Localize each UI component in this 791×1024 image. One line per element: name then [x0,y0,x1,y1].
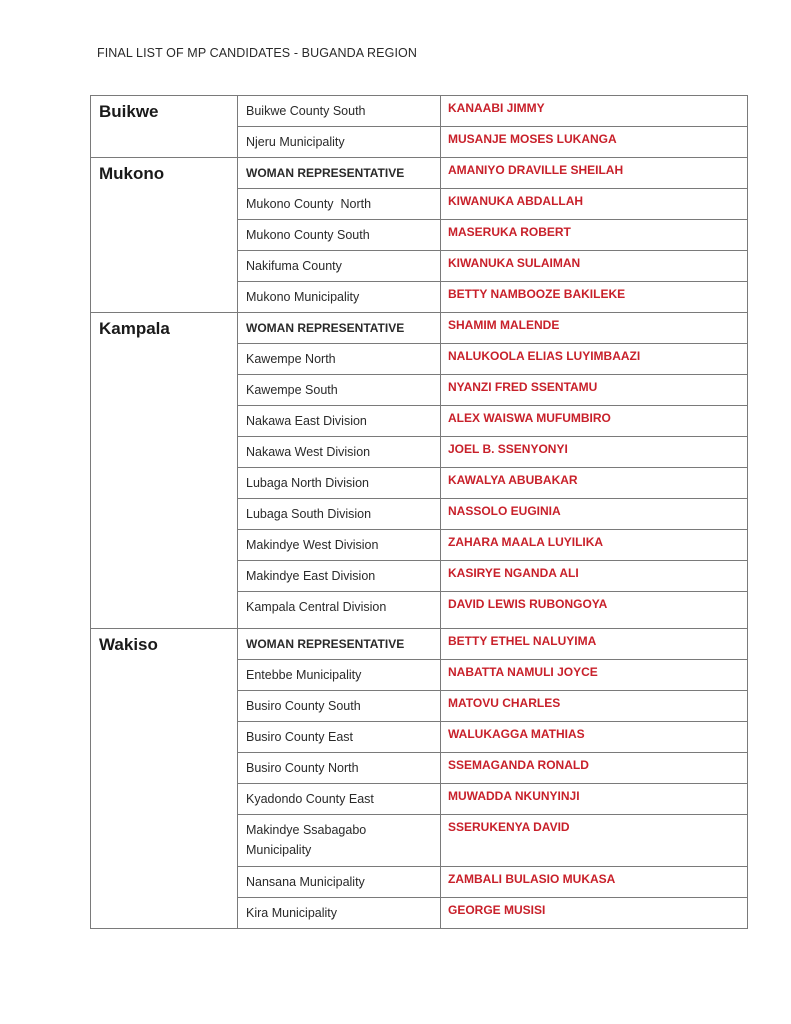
candidate-cell: KAWALYA ABUBAKAR [441,468,748,499]
table-row [91,313,748,344]
candidate-cell: BETTY ETHEL NALUYIMA [441,629,748,660]
constituency-cell: Kira Municipality [238,898,441,929]
constituency-cell: Mukono County South [238,220,441,251]
table-row [91,158,748,189]
candidate-cell: ZAMBALI BULASIO MUKASA [441,867,748,898]
candidate-cell: NALUKOOLA ELIAS LUYIMBAAZI [441,344,748,375]
candidate-cell: NABATTA NAMULI JOYCE [441,660,748,691]
constituency-cell: Mukono County North [238,189,441,220]
constituency-cell: Busiro County North [238,753,441,784]
constituency-cell: WOMAN REPRESENTATIVE [238,629,441,660]
candidate-cell: JOEL B. SSENYONYI [441,437,748,468]
candidate-cell: NYANZI FRED SSENTAMU [441,375,748,406]
constituency-cell: Makindye West Division [238,530,441,561]
constituency-cell: Mukono Municipality [238,282,441,313]
constituency-cell: Buikwe County South [238,96,441,127]
constituency-cell: Entebbe Municipality [238,660,441,691]
constituency-cell: Kyadondo County East [238,784,441,815]
constituency-cell: Njeru Municipality [238,127,441,158]
candidate-cell: KIWANUKA ABDALLAH [441,189,748,220]
candidate-cell: BETTY NAMBOOZE BAKILEKE [441,282,748,313]
constituency-cell: Nakawa West Division [238,437,441,468]
candidates-table [90,95,748,929]
district-name: Kampala [91,313,238,629]
constituency-cell: Makindye Ssabagabo Municipality [238,815,441,867]
table-row [91,629,748,660]
candidate-cell: SHAMIM MALENDE [441,313,748,344]
constituency-cell: Lubaga North Division [238,468,441,499]
constituency-cell: WOMAN REPRESENTATIVE [238,158,441,189]
constituency-cell: WOMAN REPRESENTATIVE [238,313,441,344]
candidate-cell: WALUKAGGA MATHIAS [441,722,748,753]
constituency-cell: Makindye East Division [238,561,441,592]
candidate-cell: SSERUKENYA DAVID [441,815,748,867]
constituency-cell: Nakawa East Division [238,406,441,437]
constituency-cell: Busiro County East [238,722,441,753]
constituency-cell: Nansana Municipality [238,867,441,898]
candidate-cell: SSEMAGANDA RONALD [441,753,748,784]
constituency-cell: Lubaga South Division [238,499,441,530]
candidate-cell: DAVID LEWIS RUBONGOYA [441,592,748,629]
district-name: Buikwe [91,96,238,158]
constituency-cell: Kawempe South [238,375,441,406]
candidate-cell: MASERUKA ROBERT [441,220,748,251]
candidate-cell: MATOVU CHARLES [441,691,748,722]
district-name: Mukono [91,158,238,313]
constituency-cell: Kawempe North [238,344,441,375]
candidate-cell: ALEX WAISWA MUFUMBIRO [441,406,748,437]
candidate-cell: KANAABI JIMMY [441,96,748,127]
candidate-cell: MUWADDA NKUNYINJI [441,784,748,815]
district-name: Wakiso [91,629,238,929]
candidate-cell: NASSOLO EUGINIA [441,499,748,530]
candidate-cell: KIWANUKA SULAIMAN [441,251,748,282]
table-row [91,96,748,127]
document-title: FINAL LIST OF MP CANDIDATES - BUGANDA REGION [97,46,417,60]
candidate-cell: MUSANJE MOSES LUKANGA [441,127,748,158]
constituency-cell: Busiro County South [238,691,441,722]
constituency-cell: Nakifuma County [238,251,441,282]
candidate-cell: KASIRYE NGANDA ALI [441,561,748,592]
candidate-cell: GEORGE MUSISI [441,898,748,929]
candidate-cell: ZAHARA MAALA LUYILIKA [441,530,748,561]
constituency-cell: Kampala Central Division [238,592,441,629]
candidate-cell: AMANIYO DRAVILLE SHEILAH [441,158,748,189]
